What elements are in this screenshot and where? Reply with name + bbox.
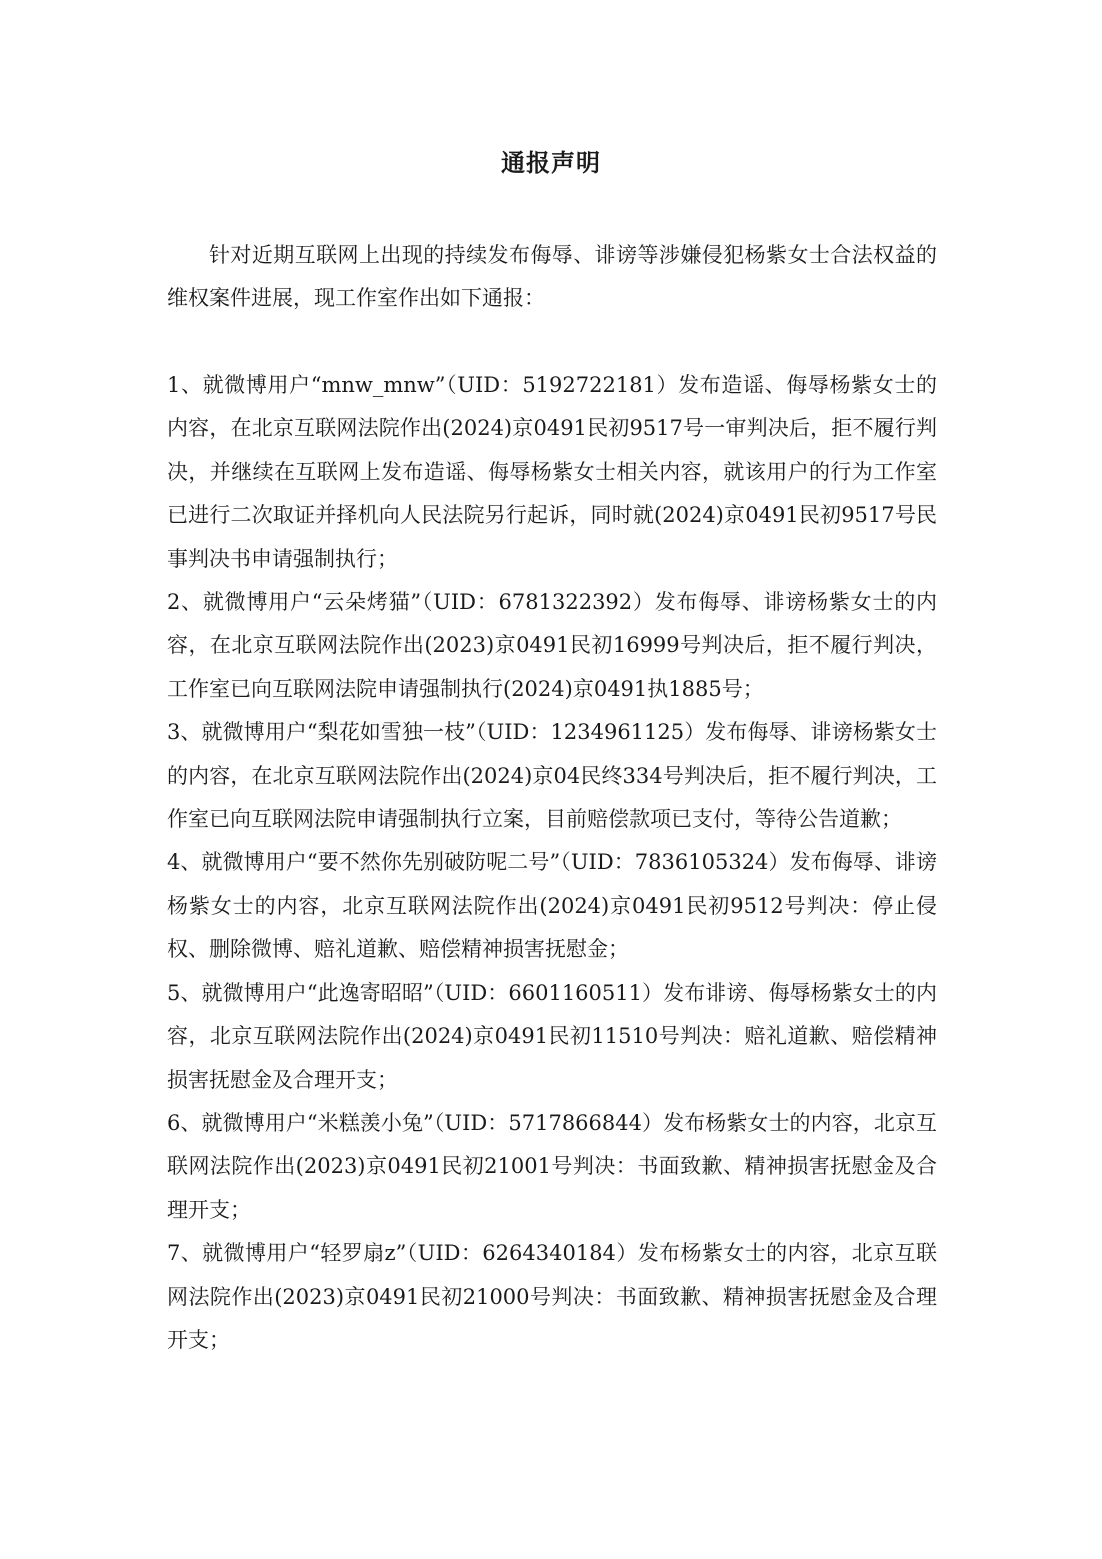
- case-item-6: 6、就微博用户“米糕羡小兔”（UID：5717866844）发布杨紫女士的内容，北京互联网法院作出(2023)京0491民初21001号判决：书面致歉、精神损害抚慰金及合理开支；: [167, 1110, 937, 1222]
- case-item-3: 3、就微博用户“梨花如雪独一枝”（UID：1234961125）发布侮辱、诽谤杨紫女士的内容，在北京互联网法院作出(2024)京04民终334号判决后，拒不履行判决，工作室已向互联网法院申请强制执行立案，目前赔偿款项已支付，等待公告道歉；: [167, 720, 937, 832]
- case-item-5: 5、就微博用户“此逸寄昭昭”（UID：6601160511）发布诽谤、侮辱杨紫女士的内容，北京互联网法院作出(2024)京0491民初11510号判决：赔礼道歉、赔偿精神损害抚慰金及合理开支；: [167, 980, 937, 1092]
- case-list: [167, 364, 937, 1362]
- case-item-2: 2、就微博用户“云朵烤猫”（UID：6781322392）发布侮辱、诽谤杨紫女士的内容，在北京互联网法院作出(2023)京0491民初16999号判决后，拒不履行判决，工作室已向互联网法院申请强制执行(2024)京0491执1885号；: [167, 590, 937, 701]
- case-item-1: 1、就微博用户“mnw_mnw”（UID：5192722181）发布造谣、侮辱杨紫女士的内容，在北京互联网法院作出(2024)京0491民初9517号一审判决后，拒不履行判决，并继续在互联网上发布造谣、侮辱杨紫女士相关内容，就该用户的行为工作室已进行二次取证并择机向人民法院另行起诉，同时就(2024)京0491民初9517号民事判决书申请强制执行；: [167, 373, 937, 571]
- case-item-7: 7、就微博用户“轻罗扇z”（UID：6264340184）发布杨紫女士的内容，北京互联网法院作出(2023)京0491民初21000号判决：书面致歉、精神损害抚慰金及合理开支；: [167, 1241, 937, 1352]
- case-item-4: 4、就微博用户“要不然你先别破防呢二号”（UID：7836105324）发布侮辱、诽谤杨紫女士的内容，北京互联网法院作出(2024)京0491民初9512号判决：停止侵权、删除微博、赔礼道歉、赔偿精神损害抚慰金；: [167, 850, 937, 962]
- intro-paragraph: 针对近期互联网上出现的持续发布侮辱、诽谤等涉嫌侵犯杨紫女士合法权益的维权案件进展，现工作室作出如下通报：: [167, 243, 937, 311]
- document-title: 通报声明: [501, 149, 601, 177]
